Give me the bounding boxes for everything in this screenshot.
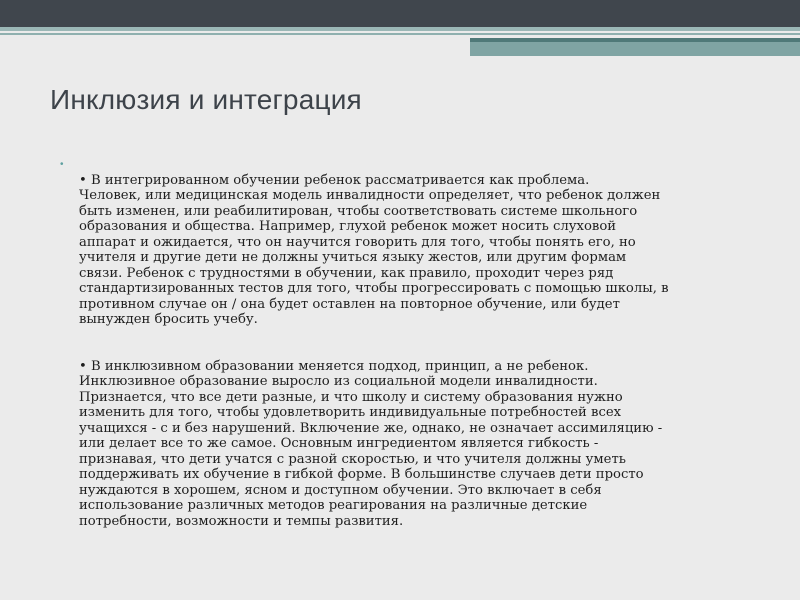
header-accent-band <box>0 27 800 31</box>
paragraph-inclusion: • В инклюзивном образовании меняется подход, принцип, а не ребенок. Инклюзивное образование выросло из социальной модели инвалидности. Признается, что все дети разные, и что школу и систему образования нужно изменить для того, чтобы удовлетворить индивидуальные потребностей всех учащихся - с и без нарушений. Включение же, однако, не означает ассимиляцию - или делает все то же самое. Основным ингредиентом является гибкость - признавая, что дети учатся с разной скоростью, и что учителя должны уметь поддерживать их обучение в гибкой форме. В большинстве случаев дети просто нуждаются в хорошем, ясном и доступном обучении. Это включает в себя использование различных методов реагирования на различные детские потребности, возможности и темпы развития. <box>79 358 663 529</box>
paragraph-integration: • В интегрированном обучении ребенок рассматривается как проблема. Человек, или медицинская модель инвалидности определяет, что ребенок должен быть изменен, или реабилитирован, чтобы соответствовать системе школьного образования и общества. Например, глухой ребенок может носить слуховой аппарат и ожидается, что он научится говорить для того, чтобы понять его, но учителя и другие дети не должны учиться языку жестов, или другим формам связи. Ребенок с трудностями в обучении, как правило, проходит через ряд стандартизированных тестов для того, чтобы прогрессировать с помощью школы, в противном случае он / она будет оставлен на повторное обучение, или будет вынужден бросить учебу. <box>79 172 669 327</box>
header-dark-band <box>0 0 800 27</box>
slide-title: Инклюзия и интеграция <box>50 84 362 115</box>
body-text <box>79 157 764 545</box>
header-accent-line <box>0 33 800 35</box>
bullet-marker-icon: • <box>60 159 64 170</box>
corner-accent-edge <box>470 38 800 42</box>
